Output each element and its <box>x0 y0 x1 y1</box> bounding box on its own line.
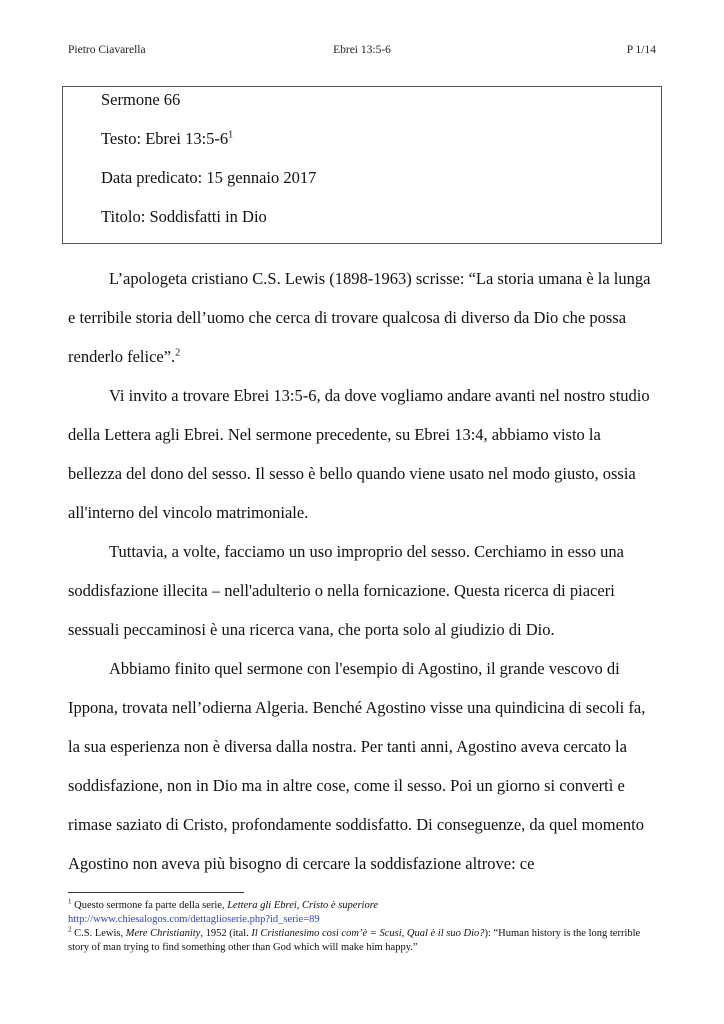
sermon-text-line <box>101 129 233 149</box>
footnote-2-author: C.S. Lewis, <box>71 928 126 939</box>
sermon-info-box <box>62 86 662 244</box>
footnote-2-italian-title: Il Cristianesimo così com’è = Scusi, Qual è il suo Dio? <box>251 928 485 939</box>
footnote-1-number: 1 <box>68 897 72 906</box>
header-page-number: P 1/14 <box>626 44 656 56</box>
paragraph-3: Tuttavia, a volte, facciamo un uso improprio del sesso. Cerchiamo in esso una soddisfazione illecita – nell'adulterio o nella fornicazione. Questa ricerca di piaceri sessuali peccaminosi è una ricerca vana, che porta solo al giudizio di Dio. <box>68 542 624 639</box>
paragraph-1-text: L’apologeta cristiano C.S. Lewis (1898-1963) scrisse: “La storia umana è la lunga e terribile storia dell’uomo che cerca di trovare qualcosa di diverso da Dio che possa renderlo felice”. <box>68 269 651 366</box>
paragraph-2: Vi invito a trovare Ebrei 13:5-6, da dove vogliamo andare avanti nel nostro studio della Lettera agli Ebrei. Nel sermone precedente, su Ebrei 13:4, abbiamo visto la bellezza del dono del sesso. Il sesso è bello quando viene usato nel modo giusto, ossia all'interno del vincolo matrimoniale. <box>68 386 650 522</box>
paragraph-4: Abbiamo finito quel sermone con l'esempio di Agostino, il grande vescovo di Ippona, trovata nell’odierna Algeria. Benché Agostino visse una quindicina di secoli fa, la sua esperienza non è diversa dalla nostra. Per tanti anni, Agostino aveva cercato la soddisfazione, non in Dio ma in altre cose, come il sesso. Poi un giorno si convertì e rimase saziato di Cristo, profondamente soddisfatto. Di conseguenze, da quel momento Agostino non aveva più bisogno di cercare la soddisfazione altrove: ce <box>68 659 646 873</box>
header-reference: Ebrei 13:5-6 <box>333 44 391 56</box>
sermon-number: Sermone 66 <box>101 90 181 109</box>
sermon-title: Titolo: Soddisfatti in Dio <box>101 207 267 226</box>
header-author: Pietro Ciavarella <box>68 44 146 56</box>
footnote-1-text: Questo sermone fa parte della serie, <box>71 900 228 911</box>
footnote-2-quote: ): “Human history is the long terrible story of man trying to find something other than God which will make him happy.” <box>68 928 641 953</box>
footnote-2-number: 2 <box>68 925 72 934</box>
footnotes <box>68 899 658 955</box>
sermon-date: Data predicato: 15 gennaio 2017 <box>101 168 317 187</box>
sermon-text: Testo: Ebrei 13:5-6 <box>101 129 229 148</box>
footnote-1-series: Lettera gli Ebrei, Cristo è superiore <box>227 900 379 911</box>
footnote-2-book: Mere Christianity <box>125 928 201 939</box>
footnote-ref-1[interactable]: 1 <box>228 129 234 141</box>
footnote-divider <box>68 892 244 893</box>
footnote-1-link[interactable]: http://www.chiesalogos.com/dettaglioserie.php?id_serie=89 <box>68 914 320 925</box>
footnote-1 <box>68 899 658 927</box>
sermon-body <box>68 259 656 883</box>
footnote-ref-2[interactable]: 2 <box>175 347 181 359</box>
footnote-2-mid: , 1952 (ital. <box>200 928 252 939</box>
paragraph-1 <box>68 259 656 376</box>
footnote-2 <box>68 927 658 955</box>
